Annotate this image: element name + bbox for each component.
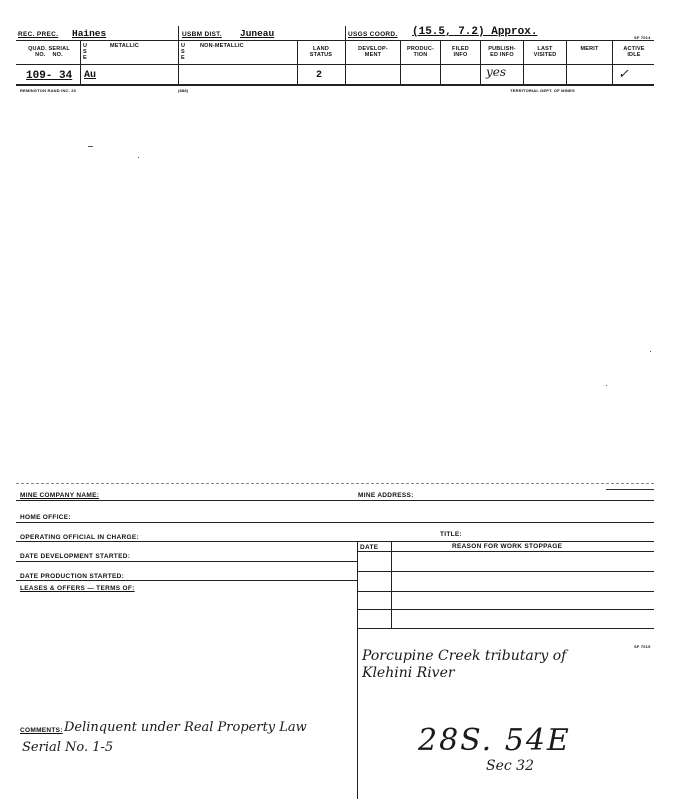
scan-speck <box>88 146 93 147</box>
header-merit: MERIT <box>580 46 599 52</box>
header-metallic: METALLIC <box>110 43 139 49</box>
header-published-info: PUBLISH- ED INFO <box>488 46 516 58</box>
cell-land-status: 2 <box>316 70 323 81</box>
check-mark-icon: ✓ <box>618 67 629 82</box>
mine-address-label: MINE ADDRESS: <box>358 492 414 499</box>
leases-offers-label: LEASES & OFFERS — TERMS OF: <box>20 585 135 592</box>
scan-speck <box>138 157 139 158</box>
header-quad-serial: QUAD. SERIAL NO. NO. <box>28 46 70 58</box>
header-nonmetallic: NON-METALLIC <box>200 43 244 49</box>
header-use-metallic-prefix: U S E <box>83 43 88 61</box>
usbm-dist-value: Juneau <box>240 28 275 39</box>
operating-official-label: OPERATING OFFICIAL IN CHARGE: <box>20 534 139 541</box>
header-filed-info: FILED INFO <box>452 46 469 58</box>
cell-metallic: Au <box>84 70 97 81</box>
header-production: PRODUC- TION <box>406 46 435 58</box>
header-last-visited: LAST VISITED <box>533 46 557 58</box>
reason-for-stoppage-label: REASON FOR WORK STOPPAGE <box>452 543 563 550</box>
date-column-label: DATE <box>360 544 379 551</box>
date-development-label: DATE DEVELOPMENT STARTED: <box>20 553 131 560</box>
township-range: 28S. 54E <box>418 723 571 758</box>
title-label: TITLE: <box>440 531 463 538</box>
cell-published-info: yes <box>486 65 507 79</box>
rec-prec-label: REC. PREC. <box>18 31 59 38</box>
location-note-line-1: Porcupine Creek tributary of <box>362 648 567 664</box>
usbm-dist-label: USBM DIST. <box>182 31 222 38</box>
date-production-label: DATE PRODUCTION STARTED: <box>20 573 125 580</box>
footer-left-2: (888) <box>178 88 189 93</box>
location-note-line-2: Klehini River <box>362 665 455 681</box>
footer-right: TERRITORIAL DEPT. OF MINES <box>510 88 575 93</box>
usgs-coord-label: USGS COORD. <box>348 31 398 38</box>
header-active-idle: ACTIVE IDLE <box>623 46 645 58</box>
usgs-coord-value: (15.5, 7.2) Approx. <box>412 26 538 38</box>
comments-line-2: Serial No. 1-5 <box>22 740 114 755</box>
scan-speck <box>650 351 651 352</box>
scan-mark <box>606 489 654 490</box>
comments-label: COMMENTS: <box>20 727 63 734</box>
home-office-label: HOME OFFICE: <box>20 514 71 521</box>
footer-left: REMINGTON RAND INC. 20 <box>20 88 77 93</box>
mine-company-label: MINE COMPANY NAME: <box>20 492 100 499</box>
section-number: Sec 32 <box>486 758 534 774</box>
scan-speck <box>606 385 607 386</box>
comments-line-1: Delinquent under Real Property Law <box>64 720 307 735</box>
rec-prec-value: Haines <box>72 28 107 39</box>
form-code-bottom: SF 7015 <box>634 644 651 649</box>
header-land-status: LAND STATUS <box>309 46 333 58</box>
form-code: SF 7014 <box>634 35 651 40</box>
cell-quad-serial: 109- 34 <box>26 70 73 82</box>
header-development: DEVELOP- MENT <box>358 46 388 58</box>
header-use-nonmetallic-prefix: U S E <box>181 43 186 61</box>
